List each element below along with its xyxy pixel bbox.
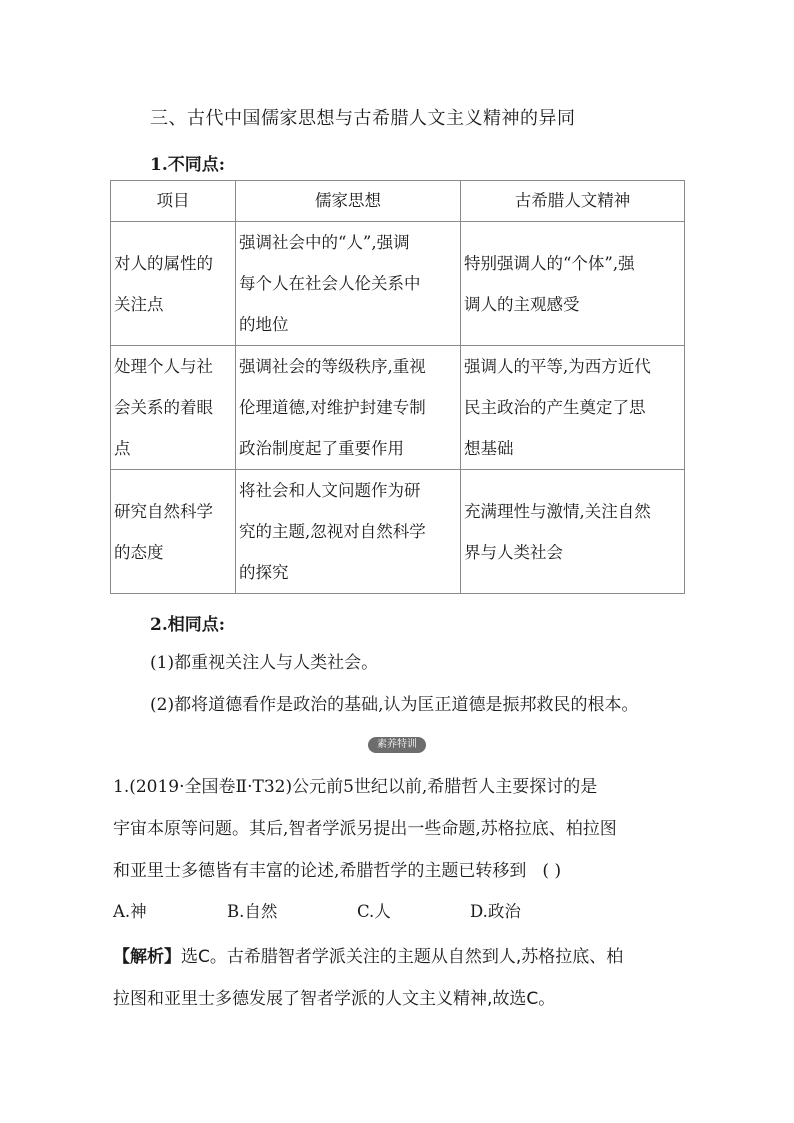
cell-line: 点 <box>114 439 131 458</box>
cell-line: 政治制度起了重要作用 <box>239 439 404 458</box>
cell-confucian <box>236 470 461 594</box>
table-header-row <box>111 181 685 222</box>
header-greek: 古希腊人文精神 <box>461 181 685 222</box>
cell-line: 想基础 <box>464 439 514 458</box>
cell-line: 的探究 <box>239 563 289 582</box>
question-line: 1.(2019·全国卷Ⅱ·T32)公元前5世纪以前,希腊哲人主要探讨的是 <box>113 777 598 797</box>
similarity-point: (2)都将道德看作是政治的基础,认为匡正道德是振邦救民的根本。 <box>150 695 639 715</box>
header-item: 项目 <box>111 181 236 222</box>
header-confucian: 儒家思想 <box>236 181 461 222</box>
table-row <box>111 222 685 346</box>
cell-item <box>111 222 236 346</box>
question-line-text: 和亚里士多德皆有丰富的论述,希腊哲学的主题已转移到 <box>113 861 527 881</box>
analysis-tag: 【解析】 <box>113 947 181 967</box>
table-row <box>111 346 685 470</box>
cell-line: 的态度 <box>114 542 164 562</box>
cell-greek <box>461 222 685 346</box>
similarity-point: (1)都重视关注人与人类社会。 <box>150 653 379 673</box>
cell-line: 处理个人与社 <box>114 357 213 376</box>
cell-greek <box>461 470 685 594</box>
cell-greek <box>461 346 685 470</box>
cell-line: 会关系的着眼 <box>114 398 213 417</box>
cell-line: 将社会和人文问题作为研 <box>239 481 421 500</box>
option-a: A.神 <box>113 902 147 921</box>
cell-line: 究的主题,忽视对自然科学 <box>239 522 426 541</box>
similarities-title: 2.相同点: <box>150 615 226 635</box>
cell-confucian <box>236 346 461 470</box>
section-badge: 素养特训 <box>368 737 426 753</box>
cell-item <box>111 470 236 594</box>
cell-line: 每个人在社会人伦关系中 <box>239 274 421 293</box>
section-heading: 三、古代中国儒家思想与古希腊人文主义精神的异同 <box>150 108 576 129</box>
analysis-line <box>113 942 623 967</box>
cell-line: 强调人的平等,为西方近代 <box>464 357 651 376</box>
cell-line: 研究自然科学 <box>114 501 213 521</box>
cell-line: 关注点 <box>114 294 164 314</box>
cell-confucian <box>236 222 461 346</box>
option-d: D.政治 <box>470 902 521 921</box>
cell-line: 强调社会的等级秩序,重视 <box>239 357 426 376</box>
cell-line: 充满理性与激情,关注自然 <box>464 501 651 521</box>
answer-options <box>113 898 673 922</box>
answer-blank: ( ) <box>542 861 562 881</box>
option-c: C.人 <box>357 902 391 921</box>
cell-line: 伦理道德,对维护封建专制 <box>239 398 426 417</box>
cell-line: 调人的主观感受 <box>464 294 580 314</box>
question-line: 宇宙本原等问题。其后,智者学派另提出一些命题,苏格拉底、柏拉图 <box>113 819 617 839</box>
cell-line: 对人的属性的 <box>114 253 213 273</box>
cell-line: 的地位 <box>239 315 289 334</box>
option-b: B.自然 <box>227 902 278 921</box>
cell-line: 特别强调人的“个体”,强 <box>464 253 635 273</box>
cell-line: 民主政治的产生奠定了思 <box>464 398 646 417</box>
table-row <box>111 470 685 594</box>
question-line <box>113 856 600 881</box>
cell-item <box>111 346 236 470</box>
analysis-text: 选C。古希腊智者学派关注的主题从自然到人,苏格拉底、柏 <box>181 947 624 967</box>
differences-title: 1.不同点: <box>150 155 226 175</box>
analysis-line: 拉图和亚里士多德发展了智者学派的人文主义精神,故选C。 <box>113 989 556 1009</box>
cell-line: 强调社会中的“人”,强调 <box>239 233 410 252</box>
cell-line: 界与人类社会 <box>464 542 563 562</box>
comparison-table <box>110 180 685 594</box>
